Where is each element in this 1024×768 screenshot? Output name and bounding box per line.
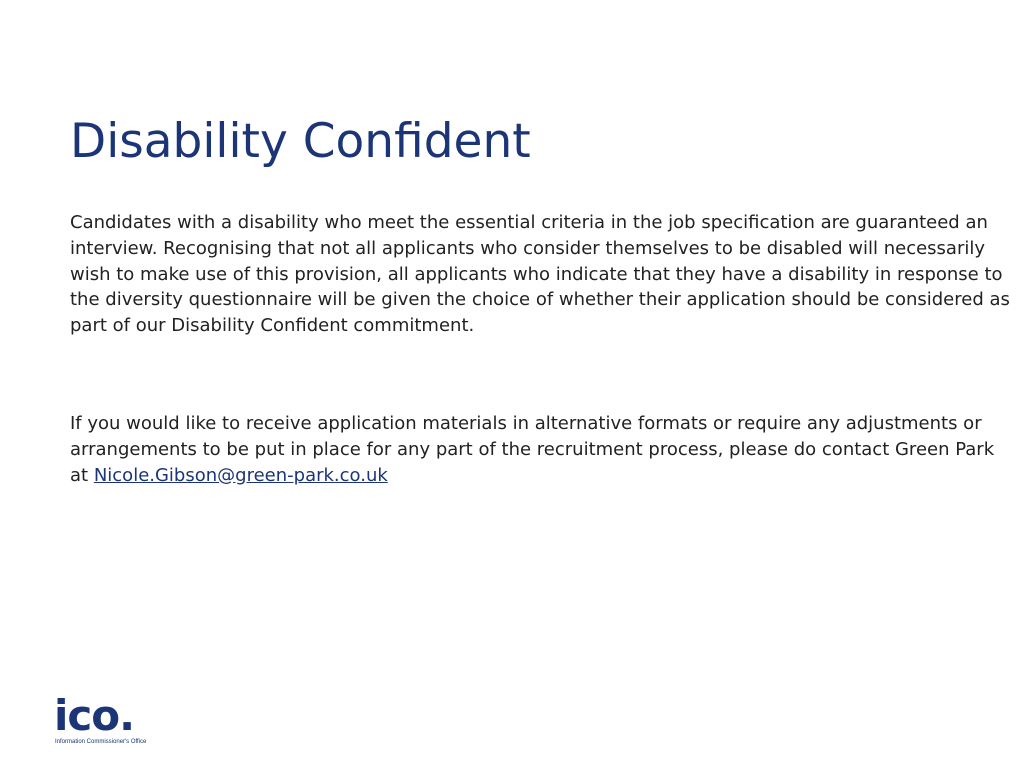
contact-email-link[interactable]: Nicole.Gibson@green-park.co.uk [93, 464, 388, 486]
contact-paragraph-text: If you would like to receive application materials in alternative formats or require any adjustments or arrangements to be put in place for any part of the recruitment process, please do contact Green Park at [70, 413, 995, 486]
contact-paragraph [70, 411, 1010, 488]
slide-title: Disability Confident [70, 114, 531, 169]
guaranteed-interview-paragraph: Candidates with a disability who meet the essential criteria in the job specification are guaranteed an interview. Recognising that not all applicants who consider themselves to be disabled will necessarily wish to make use of this provision, all applicants who indicate that they have a disability in response to the diversity questionnaire will be given the choice of whether their application should be considered as part of our Disability Confident commitment. [70, 212, 1010, 337]
ico-logo-mark: ico. [54, 691, 135, 740]
ico-logo [54, 691, 154, 754]
ico-logo-subtitle: Information Commissioner's Office [55, 739, 147, 745]
